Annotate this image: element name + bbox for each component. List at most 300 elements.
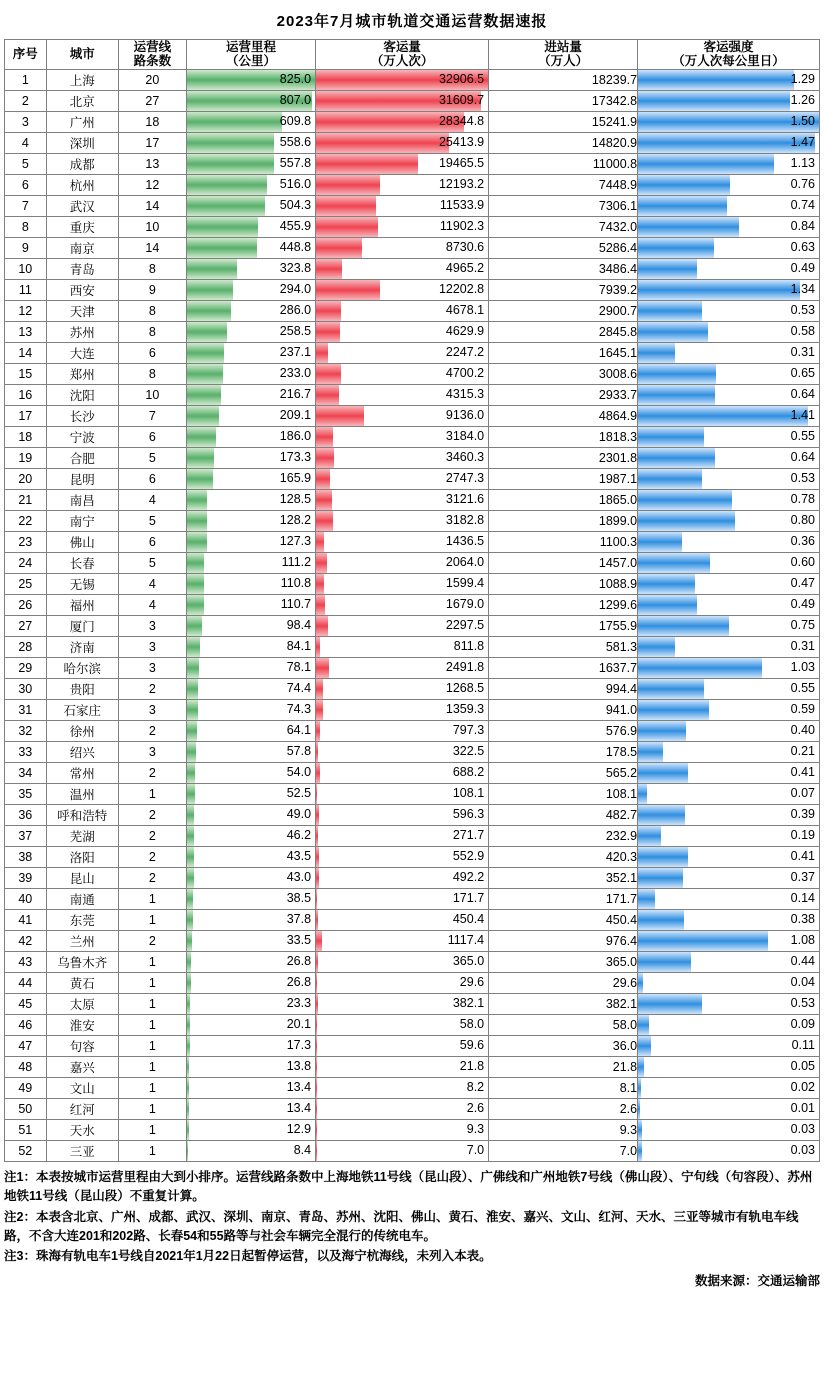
row-city: 沈阳 [46, 384, 118, 405]
row-intensity [638, 216, 820, 237]
row-km [186, 1035, 315, 1056]
row-city: 句容 [46, 1035, 118, 1056]
row-km [186, 279, 315, 300]
row-lines: 1 [118, 888, 186, 909]
table-row [5, 237, 820, 258]
row-lines: 1 [118, 1014, 186, 1035]
row-intensity-value: 0.55 [790, 429, 815, 444]
row-km-value: 20.1 [286, 1017, 312, 1032]
row-passengers-value: 1268.5 [445, 681, 485, 696]
row-city: 红河 [46, 1098, 118, 1119]
row-intensity [638, 69, 820, 90]
row-intensity [638, 489, 820, 510]
table-row [5, 195, 820, 216]
row-entries: 1818.3 [489, 426, 638, 447]
row-index: 9 [5, 237, 47, 258]
row-city: 昆山 [46, 867, 118, 888]
row-passengers-value: 2247.2 [445, 345, 485, 360]
row-km-value: 807.0 [279, 93, 312, 108]
row-km-value: 258.5 [279, 324, 312, 339]
row-passengers-value: 688.2 [452, 765, 485, 780]
table-row [5, 69, 820, 90]
row-lines: 14 [118, 237, 186, 258]
row-index: 35 [5, 783, 47, 804]
row-city: 济南 [46, 636, 118, 657]
row-km [186, 741, 315, 762]
row-city: 文山 [46, 1077, 118, 1098]
row-intensity-value: 0.84 [790, 219, 815, 234]
row-entries: 1645.1 [489, 342, 638, 363]
row-passengers [316, 111, 489, 132]
row-city: 常州 [46, 762, 118, 783]
row-km [186, 951, 315, 972]
row-entries: 21.8 [489, 1056, 638, 1077]
row-passengers-value: 58.0 [459, 1017, 485, 1032]
row-km [186, 825, 315, 846]
row-index: 38 [5, 846, 47, 867]
row-lines: 1 [118, 972, 186, 993]
row-passengers-value: 11533.9 [439, 198, 485, 213]
row-km [186, 69, 315, 90]
row-intensity [638, 111, 820, 132]
row-passengers-value: 2.6 [466, 1101, 485, 1116]
row-index: 28 [5, 636, 47, 657]
row-intensity-value: 0.37 [790, 870, 815, 885]
row-km [186, 90, 315, 111]
row-intensity-value: 0.39 [790, 807, 815, 822]
row-passengers [316, 426, 489, 447]
table-row [5, 342, 820, 363]
row-lines: 10 [118, 216, 186, 237]
table-row [5, 657, 820, 678]
row-passengers [316, 699, 489, 720]
row-passengers-value: 1599.4 [445, 576, 485, 591]
row-km-value: 128.2 [279, 513, 312, 528]
table-row [5, 1056, 820, 1077]
table-row [5, 405, 820, 426]
col-intensity-line1: 客运强度 [703, 40, 754, 54]
table-row [5, 783, 820, 804]
row-city: 上海 [46, 69, 118, 90]
row-passengers-value: 322.5 [452, 744, 485, 759]
row-intensity-value: 0.53 [790, 996, 815, 1011]
row-city: 黄石 [46, 972, 118, 993]
row-index: 19 [5, 447, 47, 468]
row-city: 乌鲁木齐 [46, 951, 118, 972]
row-entries: 2845.8 [489, 321, 638, 342]
row-km [186, 762, 315, 783]
row-passengers [316, 762, 489, 783]
row-passengers [316, 909, 489, 930]
row-city: 温州 [46, 783, 118, 804]
row-intensity-value: 0.31 [790, 639, 815, 654]
row-entries: 171.7 [489, 888, 638, 909]
row-intensity [638, 951, 820, 972]
row-lines: 2 [118, 762, 186, 783]
row-city: 合肥 [46, 447, 118, 468]
row-passengers [316, 237, 489, 258]
row-lines: 5 [118, 552, 186, 573]
row-intensity-value: 0.41 [790, 765, 815, 780]
row-entries: 2.6 [489, 1098, 638, 1119]
row-km-value: 286.0 [279, 303, 312, 318]
row-km-value: 323.8 [279, 261, 312, 276]
row-intensity [638, 405, 820, 426]
row-km-value: 46.2 [286, 828, 312, 843]
row-passengers [316, 342, 489, 363]
row-entries: 365.0 [489, 951, 638, 972]
row-passengers-value: 29.6 [459, 975, 485, 990]
row-km-value: 216.7 [279, 387, 312, 402]
row-km-value: 52.5 [286, 786, 312, 801]
row-intensity [638, 699, 820, 720]
row-passengers-value: 2297.5 [445, 618, 485, 633]
row-intensity [638, 909, 820, 930]
row-passengers-value: 596.3 [452, 807, 485, 822]
row-index: 32 [5, 720, 47, 741]
row-entries: 482.7 [489, 804, 638, 825]
row-index: 4 [5, 132, 47, 153]
row-index: 20 [5, 468, 47, 489]
row-km-value: 111.2 [281, 555, 312, 570]
row-lines: 2 [118, 720, 186, 741]
row-km-value: 13.8 [286, 1059, 312, 1074]
row-intensity-value: 1.34 [790, 282, 815, 297]
row-intensity-value: 0.03 [790, 1143, 815, 1158]
row-km [186, 153, 315, 174]
col-passengers-line2: （万人次） [370, 54, 434, 69]
table-row [5, 300, 820, 321]
row-entries: 3486.4 [489, 258, 638, 279]
row-passengers-value: 11902.3 [439, 219, 485, 234]
row-intensity-value: 0.04 [790, 975, 815, 990]
table-row [5, 636, 820, 657]
col-lines-line1: 运营线 [133, 40, 172, 54]
row-index: 25 [5, 573, 47, 594]
row-index: 2 [5, 90, 47, 111]
table-row [5, 846, 820, 867]
row-passengers-value: 59.6 [459, 1038, 485, 1053]
row-entries: 2933.7 [489, 384, 638, 405]
row-index: 44 [5, 972, 47, 993]
row-entries: 9.3 [489, 1119, 638, 1140]
row-city: 宁波 [46, 426, 118, 447]
row-index: 29 [5, 657, 47, 678]
row-entries: 3008.6 [489, 363, 638, 384]
row-intensity-value: 0.58 [790, 324, 815, 339]
note-3: 注3：珠海有轨电车1号线自2021年1月22日起暂停运营，以及海宁杭海线，未列入本表。 [4, 1249, 492, 1264]
row-passengers-value: 21.8 [459, 1059, 485, 1074]
table-row [5, 510, 820, 531]
row-index: 39 [5, 867, 47, 888]
table-row [5, 741, 820, 762]
table-row [5, 174, 820, 195]
row-passengers [316, 783, 489, 804]
row-intensity [638, 636, 820, 657]
row-lines: 3 [118, 615, 186, 636]
row-passengers-value: 2747.3 [445, 471, 485, 486]
row-passengers [316, 951, 489, 972]
table-row [5, 804, 820, 825]
row-km [186, 573, 315, 594]
row-intensity [638, 678, 820, 699]
row-km [186, 321, 315, 342]
table-row [5, 1119, 820, 1140]
row-passengers [316, 90, 489, 111]
table-row [5, 720, 820, 741]
row-lines: 5 [118, 447, 186, 468]
col-entries-line1: 进站量 [544, 40, 582, 54]
row-intensity-value: 1.29 [790, 72, 815, 87]
row-km [186, 531, 315, 552]
table-header [5, 40, 820, 70]
row-intensity [638, 615, 820, 636]
row-intensity [638, 930, 820, 951]
row-index: 6 [5, 174, 47, 195]
row-city: 芜湖 [46, 825, 118, 846]
row-passengers [316, 1098, 489, 1119]
row-passengers-value: 450.4 [452, 912, 485, 927]
row-km-value: 37.8 [286, 912, 312, 927]
row-index: 36 [5, 804, 47, 825]
row-index: 13 [5, 321, 47, 342]
table-row [5, 594, 820, 615]
row-km [186, 1014, 315, 1035]
row-entries: 7448.9 [489, 174, 638, 195]
row-intensity [638, 237, 820, 258]
row-intensity [638, 573, 820, 594]
row-city: 淮安 [46, 1014, 118, 1035]
table-row [5, 111, 820, 132]
row-intensity [638, 1119, 820, 1140]
row-intensity [638, 741, 820, 762]
row-city: 北京 [46, 90, 118, 111]
row-entries: 7432.0 [489, 216, 638, 237]
row-passengers [316, 447, 489, 468]
row-intensity [638, 1140, 820, 1161]
row-passengers [316, 993, 489, 1014]
row-intensity [638, 846, 820, 867]
row-passengers-value: 1679.0 [445, 597, 485, 612]
row-index: 31 [5, 699, 47, 720]
row-km [186, 552, 315, 573]
row-lines: 2 [118, 825, 186, 846]
row-km [186, 1056, 315, 1077]
row-km [186, 300, 315, 321]
row-passengers [316, 636, 489, 657]
row-intensity [638, 258, 820, 279]
row-km-value: 110.7 [280, 597, 312, 612]
row-passengers-value: 811.8 [453, 639, 485, 654]
row-intensity [638, 90, 820, 111]
row-lines: 6 [118, 531, 186, 552]
row-lines: 1 [118, 1056, 186, 1077]
row-intensity-value: 0.53 [790, 471, 815, 486]
row-index: 43 [5, 951, 47, 972]
row-km-value: 54.0 [286, 765, 312, 780]
row-entries: 581.3 [489, 636, 638, 657]
col-city: 城市 [46, 40, 118, 70]
col-entries-line2: （万人） [538, 54, 589, 69]
row-intensity [638, 825, 820, 846]
row-index: 10 [5, 258, 47, 279]
row-km [186, 804, 315, 825]
row-passengers-value: 3184.0 [445, 429, 485, 444]
row-km-value: 49.0 [286, 807, 312, 822]
row-passengers-value: 2491.8 [445, 660, 485, 675]
row-intensity-value: 1.26 [790, 93, 815, 108]
row-lines: 5 [118, 510, 186, 531]
row-entries: 1755.9 [489, 615, 638, 636]
row-intensity-value: 1.47 [790, 135, 815, 150]
row-passengers-value: 108.1 [452, 786, 485, 801]
row-passengers-value: 1117.4 [447, 933, 485, 948]
row-intensity [638, 174, 820, 195]
row-index: 8 [5, 216, 47, 237]
row-lines: 2 [118, 804, 186, 825]
row-index: 7 [5, 195, 47, 216]
col-km [186, 40, 315, 70]
row-city: 昆明 [46, 468, 118, 489]
col-entries [489, 40, 638, 70]
row-city: 西安 [46, 279, 118, 300]
row-entries: 7939.2 [489, 279, 638, 300]
row-entries: 8.1 [489, 1077, 638, 1098]
row-lines: 2 [118, 930, 186, 951]
row-entries: 7306.1 [489, 195, 638, 216]
row-passengers-value: 365.0 [452, 954, 485, 969]
row-lines: 10 [118, 384, 186, 405]
row-passengers [316, 867, 489, 888]
row-intensity [638, 762, 820, 783]
row-km-value: 233.0 [279, 366, 312, 381]
row-intensity-value: 0.02 [790, 1080, 815, 1095]
row-passengers [316, 1035, 489, 1056]
row-lines: 14 [118, 195, 186, 216]
row-city: 南京 [46, 237, 118, 258]
row-passengers-value: 3121.6 [445, 492, 485, 507]
row-passengers-value: 1436.5 [445, 534, 485, 549]
row-index: 50 [5, 1098, 47, 1119]
row-passengers [316, 279, 489, 300]
row-city: 哈尔滨 [46, 657, 118, 678]
row-intensity [638, 132, 820, 153]
row-km [186, 678, 315, 699]
row-km-value: 33.5 [286, 933, 312, 948]
row-passengers-value: 4315.3 [445, 387, 485, 402]
row-km-value: 186.0 [279, 429, 312, 444]
row-km [186, 1077, 315, 1098]
row-passengers-value: 8730.6 [445, 240, 485, 255]
row-km-value: 43.5 [286, 849, 312, 864]
row-passengers-value: 271.7 [452, 828, 485, 843]
row-intensity [638, 153, 820, 174]
row-entries: 58.0 [489, 1014, 638, 1035]
row-city: 厦门 [46, 615, 118, 636]
row-lines: 8 [118, 300, 186, 321]
row-index: 51 [5, 1119, 47, 1140]
row-lines: 1 [118, 993, 186, 1014]
row-km [186, 195, 315, 216]
row-entries: 994.4 [489, 678, 638, 699]
row-km-value: 209.1 [279, 408, 312, 423]
row-lines: 2 [118, 678, 186, 699]
row-intensity-value: 0.64 [790, 387, 815, 402]
row-km [186, 636, 315, 657]
col-index: 序号 [5, 40, 47, 70]
row-index: 23 [5, 531, 47, 552]
metro-data-table [4, 39, 820, 1162]
row-intensity-value: 0.03 [790, 1122, 815, 1137]
table-row [5, 1077, 820, 1098]
row-entries: 976.4 [489, 930, 638, 951]
row-index: 12 [5, 300, 47, 321]
row-index: 17 [5, 405, 47, 426]
row-km-value: 173.3 [279, 450, 312, 465]
row-passengers [316, 888, 489, 909]
row-lines: 1 [118, 1140, 186, 1161]
row-passengers-value: 1359.3 [445, 702, 485, 717]
row-passengers [316, 258, 489, 279]
row-passengers-value: 552.9 [452, 849, 485, 864]
row-intensity [638, 510, 820, 531]
row-index: 42 [5, 930, 47, 951]
row-lines: 6 [118, 426, 186, 447]
row-entries: 7.0 [489, 1140, 638, 1161]
row-km [186, 447, 315, 468]
table-row [5, 993, 820, 1014]
row-km [186, 237, 315, 258]
row-city: 石家庄 [46, 699, 118, 720]
row-lines: 8 [118, 321, 186, 342]
row-entries: 2301.8 [489, 447, 638, 468]
row-km [186, 594, 315, 615]
row-index: 41 [5, 909, 47, 930]
row-lines: 27 [118, 90, 186, 111]
row-intensity-value: 0.14 [790, 891, 815, 906]
row-city: 佛山 [46, 531, 118, 552]
row-lines: 4 [118, 489, 186, 510]
row-lines: 1 [118, 1119, 186, 1140]
row-intensity [638, 468, 820, 489]
note-1: 注1：本表按城市运营里程由大到小排序。运营线路条数中上海地铁11号线（昆山段）、广佛线和广州地铁7号线（佛山段）、宁句线（句容段）、苏州地铁11号线（昆山段）不重复计算。 [4, 1169, 813, 1204]
data-source: 数据来源：交通运输部 [694, 1273, 820, 1288]
table-row [5, 552, 820, 573]
row-city: 成都 [46, 153, 118, 174]
row-km [186, 174, 315, 195]
row-entries: 576.9 [489, 720, 638, 741]
row-lines: 12 [118, 174, 186, 195]
row-passengers [316, 741, 489, 762]
row-intensity [638, 426, 820, 447]
row-km [186, 132, 315, 153]
row-intensity [638, 594, 820, 615]
row-lines: 2 [118, 846, 186, 867]
row-km-value: 12.9 [286, 1122, 312, 1137]
row-entries: 941.0 [489, 699, 638, 720]
row-passengers [316, 720, 489, 741]
row-lines: 1 [118, 909, 186, 930]
row-passengers-value: 3182.8 [445, 513, 485, 528]
row-lines: 3 [118, 636, 186, 657]
row-km-value: 26.8 [286, 975, 312, 990]
row-passengers [316, 552, 489, 573]
col-lines-line2: 路条数 [133, 54, 172, 69]
row-passengers-value: 12193.2 [438, 177, 485, 192]
row-km [186, 216, 315, 237]
row-city: 长春 [46, 552, 118, 573]
row-passengers [316, 300, 489, 321]
